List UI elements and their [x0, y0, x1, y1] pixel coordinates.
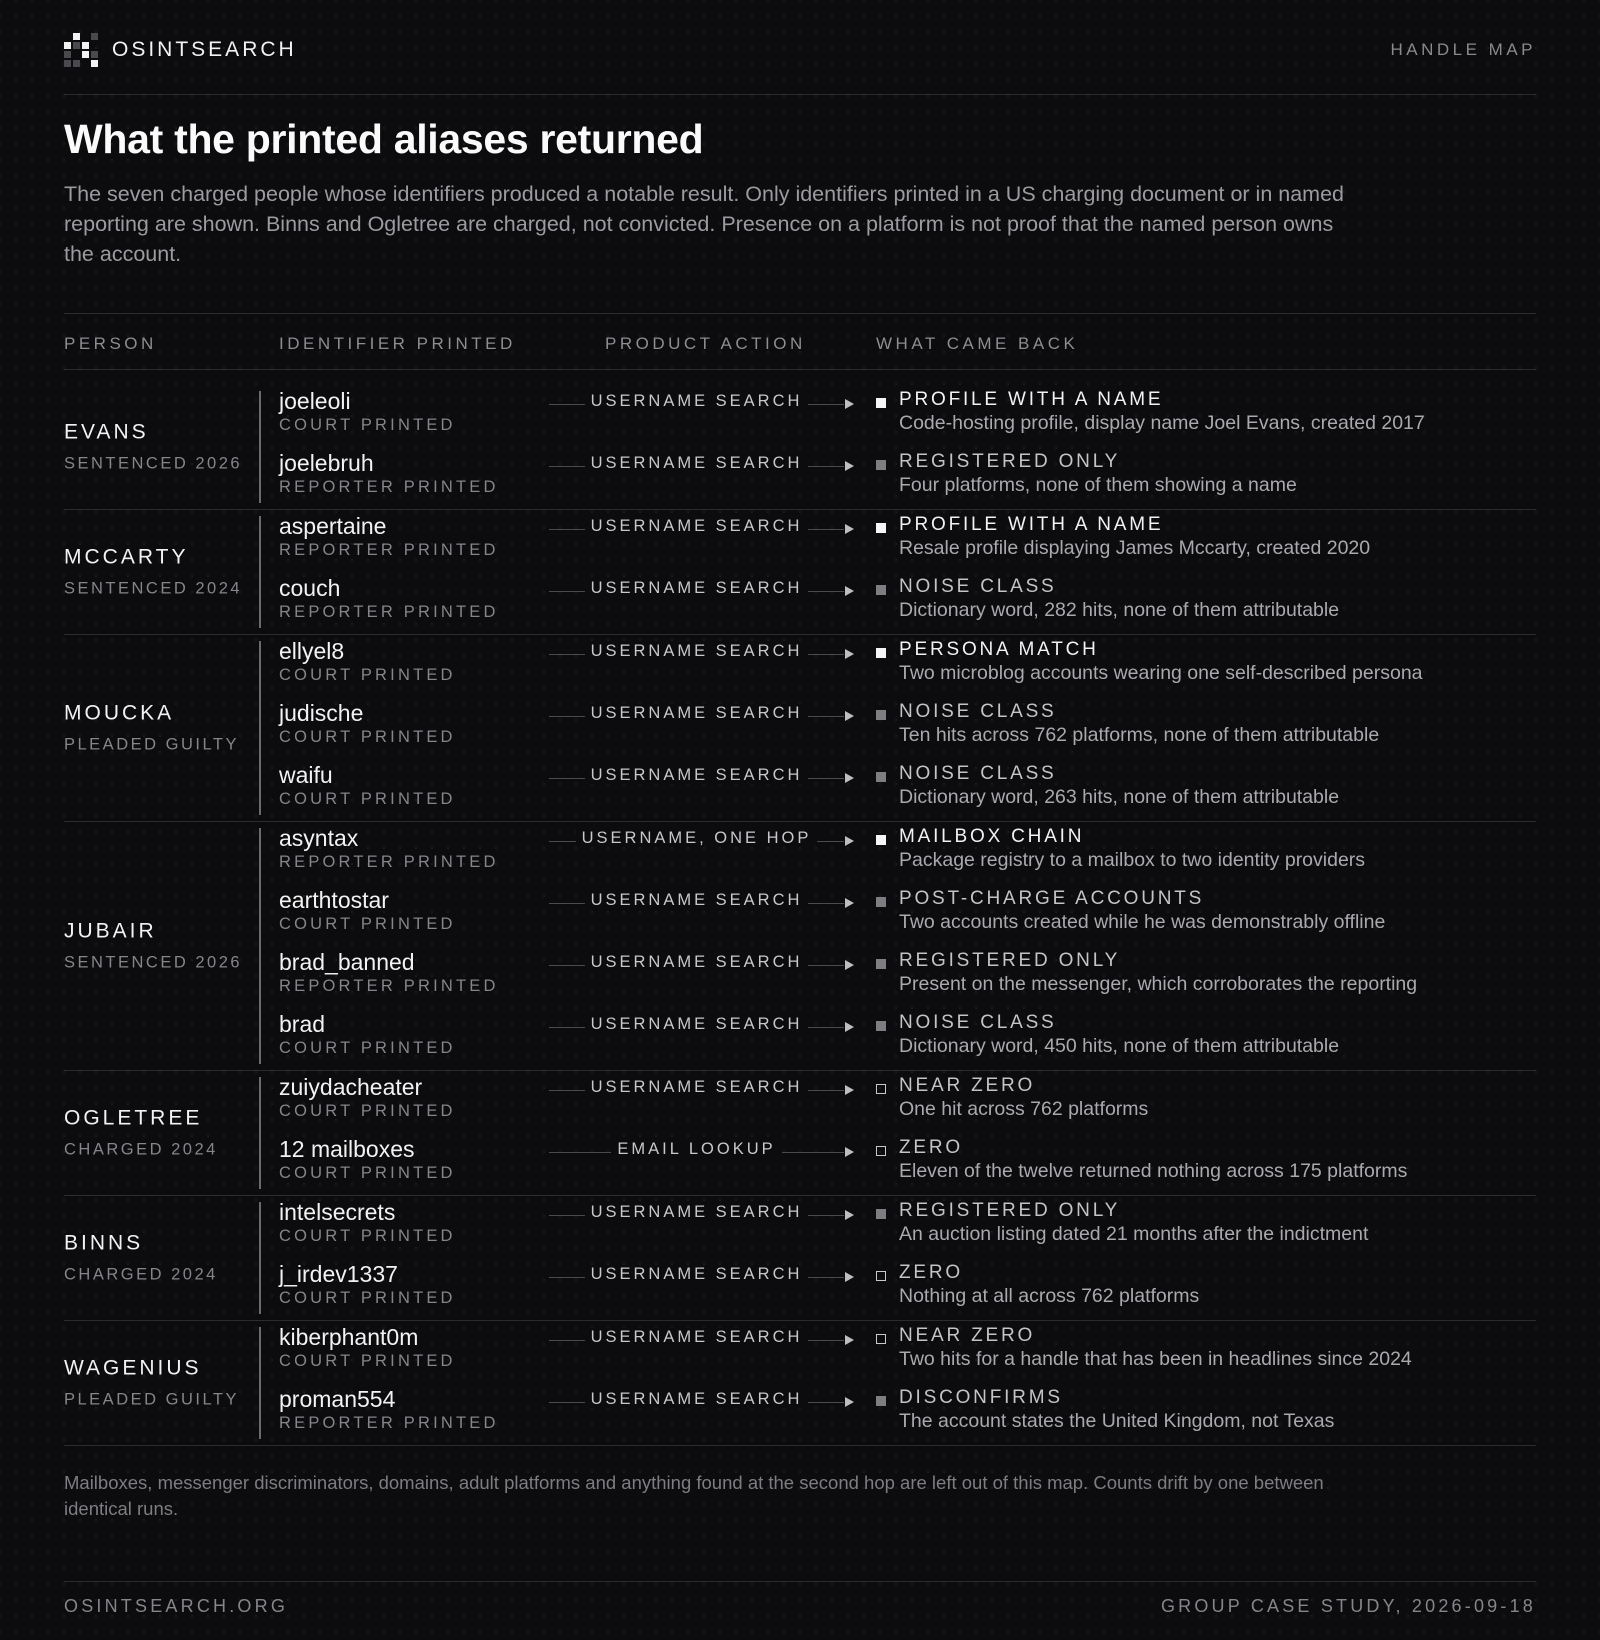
- arrow-right-icon: [845, 461, 854, 471]
- action-connector: [549, 1078, 854, 1099]
- identifier-cell: [279, 574, 499, 622]
- identifier-handle[interactable]: intelsecrets: [279, 1199, 396, 1225]
- result-description: Two microblog accounts wearing one self-described persona: [899, 662, 1423, 684]
- action-connector: [549, 392, 854, 413]
- result-class: ZERO: [899, 1262, 963, 1283]
- identifier-handle[interactable]: 12 mailboxes: [279, 1136, 415, 1162]
- result-cell: [899, 888, 1385, 934]
- person-status: CHARGED 2024: [64, 1265, 218, 1284]
- action-label-wrap: [549, 766, 844, 785]
- arrow-right-icon: [845, 1272, 854, 1282]
- arrow-right-icon: [845, 1147, 854, 1157]
- identifier-handle[interactable]: zuiydacheater: [279, 1074, 423, 1100]
- table-header: [64, 316, 1536, 370]
- action-connector: [549, 454, 854, 475]
- action-label-wrap: [549, 1203, 844, 1222]
- table-row[interactable]: [64, 759, 1536, 821]
- result-class: ZERO: [899, 1137, 963, 1158]
- person-name: MCCARTY: [64, 545, 189, 569]
- identifier-handle[interactable]: kiberphant0m: [279, 1324, 419, 1350]
- action-connector: [549, 829, 854, 850]
- arrow-right-icon: [845, 1397, 854, 1407]
- result-class: NEAR ZERO: [899, 1325, 1036, 1346]
- footer-site-link[interactable]: OSINTSEARCH.ORG: [64, 1596, 289, 1616]
- action-label-wrap: [549, 1015, 844, 1034]
- action-label: USERNAME SEARCH: [585, 1390, 809, 1408]
- result-description: Eleven of the twelve returned nothing across 175 platforms: [899, 1160, 1408, 1182]
- arrow-right-icon: [845, 586, 854, 596]
- arrow-right-icon: [845, 898, 854, 908]
- action-connector: [549, 1140, 854, 1161]
- action-label-wrap: [549, 704, 844, 723]
- grey-square-icon: [876, 460, 886, 470]
- person-status: PLEADED GUILTY: [64, 1390, 239, 1409]
- result-cell: [899, 1200, 1368, 1246]
- table-row[interactable]: [64, 1071, 1536, 1133]
- action-label-wrap: [549, 1328, 844, 1347]
- identifier-source: COURT PRINTED: [279, 790, 456, 808]
- action-label: USERNAME, ONE HOP: [576, 829, 818, 847]
- footer-study-label: GROUP CASE STUDY, 2026-09-18: [1160, 1596, 1536, 1616]
- result-cell: [899, 576, 1339, 622]
- header-divider: [64, 94, 1536, 95]
- identifier-source: COURT PRINTED: [279, 1164, 456, 1182]
- action-label: USERNAME SEARCH: [585, 579, 809, 597]
- identifier-source: REPORTER PRINTED: [279, 1414, 499, 1432]
- action-label-wrap: [549, 454, 844, 473]
- result-cell: [899, 826, 1365, 872]
- table-row[interactable]: [64, 510, 1536, 572]
- result-class: NOISE CLASS: [899, 1012, 1057, 1033]
- person-status: PLEADED GUILTY: [64, 735, 239, 754]
- table-row[interactable]: [64, 697, 1536, 759]
- result-description: One hit across 762 platforms: [899, 1098, 1149, 1120]
- handle-table: [64, 385, 1536, 1446]
- person-status: SENTENCED 2026: [64, 953, 243, 972]
- table-row[interactable]: [64, 1008, 1536, 1070]
- person-group: [64, 1071, 1536, 1196]
- person-status: SENTENCED 2026: [64, 454, 243, 473]
- arrow-right-icon: [845, 1022, 854, 1032]
- section-label: HANDLE MAP: [1390, 40, 1536, 59]
- identifier-source: COURT PRINTED: [279, 728, 456, 746]
- footnote: Mailboxes, messenger discriminators, domains, adult platforms and anything found at the second hop are left out of this map. Counts drift by one between identical runs.: [64, 1472, 1324, 1519]
- identifier-handle[interactable]: asyntax: [279, 825, 359, 851]
- action-label: USERNAME SEARCH: [585, 953, 809, 971]
- action-label: USERNAME SEARCH: [585, 891, 809, 909]
- identifier-source: REPORTER PRINTED: [279, 853, 499, 871]
- identifier-handle[interactable]: brad_banned: [279, 949, 415, 975]
- action-label-wrap: [549, 517, 844, 536]
- person-name: EVANS: [64, 420, 149, 444]
- action-connector: [549, 517, 854, 538]
- grey-square-icon: [876, 772, 886, 782]
- identifier-cell: [279, 1135, 456, 1183]
- action-connector: [549, 642, 854, 663]
- arrow-right-icon: [845, 836, 854, 846]
- action-label: EMAIL LOOKUP: [611, 1140, 781, 1158]
- result-cell: [899, 1325, 1412, 1371]
- result-class: PROFILE WITH A NAME: [899, 389, 1164, 410]
- result-description: Code-hosting profile, display name Joel Evans, created 2017: [899, 412, 1425, 434]
- brand-name: OSINTSEARCH: [112, 38, 297, 61]
- result-class: POST-CHARGE ACCOUNTS: [899, 888, 1205, 909]
- arrow-right-icon: [845, 773, 854, 783]
- result-cell: [899, 514, 1370, 560]
- osintsearch-logo-icon: [64, 33, 98, 67]
- column-header-action: PRODUCT ACTION: [605, 334, 806, 353]
- action-label: USERNAME SEARCH: [585, 454, 809, 472]
- action-connector: [549, 1015, 854, 1036]
- table-row[interactable]: [64, 572, 1536, 634]
- person-group: [64, 510, 1536, 635]
- action-label: USERNAME SEARCH: [585, 642, 809, 660]
- identifier-cell: [279, 449, 499, 497]
- top-bar: [64, 28, 1536, 72]
- action-connector: [549, 953, 854, 974]
- hollow-square-icon: [876, 1146, 886, 1156]
- identifier-source: REPORTER PRINTED: [279, 478, 499, 496]
- grey-square-icon: [876, 897, 886, 907]
- page: [64, 0, 1536, 1640]
- arrow-right-icon: [845, 524, 854, 534]
- column-header-person: PERSON: [64, 334, 157, 353]
- result-description: Dictionary word, 450 hits, none of them attributable: [899, 1035, 1340, 1057]
- identifier-handle[interactable]: couch: [279, 575, 341, 601]
- identifier-handle[interactable]: joelebruh: [279, 450, 374, 476]
- identifier-source: REPORTER PRINTED: [279, 603, 499, 621]
- arrow-right-icon: [845, 649, 854, 659]
- result-description: The account states the United Kingdom, not Texas: [899, 1410, 1335, 1432]
- person-group: [64, 385, 1536, 510]
- result-description: Dictionary word, 263 hits, none of them attributable: [899, 786, 1340, 808]
- action-connector: [549, 1203, 854, 1224]
- identifier-source: COURT PRINTED: [279, 1039, 456, 1057]
- identifier-cell: [279, 1198, 456, 1246]
- table-header-divider: [64, 369, 1536, 370]
- action-label: USERNAME SEARCH: [585, 766, 809, 784]
- solid-square-icon: [876, 398, 886, 408]
- result-description: Ten hits across 762 platforms, none of them attributable: [899, 724, 1380, 746]
- table-row[interactable]: [64, 447, 1536, 509]
- result-class: NEAR ZERO: [899, 1075, 1036, 1096]
- result-class: PROFILE WITH A NAME: [899, 514, 1164, 535]
- result-class: NOISE CLASS: [899, 576, 1057, 597]
- result-class: NOISE CLASS: [899, 763, 1057, 784]
- result-description: Dictionary word, 282 hits, none of them attributable: [899, 599, 1340, 621]
- table-row[interactable]: [64, 1196, 1536, 1258]
- action-label-wrap: [549, 392, 844, 411]
- identifier-cell: [279, 1385, 499, 1433]
- result-description: Present on the messenger, which corroborates the reporting: [899, 973, 1418, 995]
- result-class: REGISTERED ONLY: [899, 451, 1121, 472]
- person-group: [64, 1321, 1536, 1446]
- identifier-cell: [279, 1323, 456, 1371]
- column-header-result: WHAT CAME BACK: [876, 334, 1079, 353]
- identifier-cell: [279, 387, 456, 435]
- action-label: USERNAME SEARCH: [585, 1015, 809, 1033]
- person-group: [64, 1196, 1536, 1321]
- result-cell: [899, 1012, 1339, 1058]
- table-row[interactable]: [64, 385, 1536, 447]
- action-label-wrap: [549, 579, 844, 598]
- arrow-right-icon: [845, 1210, 854, 1220]
- identifier-source: COURT PRINTED: [279, 666, 456, 684]
- arrow-right-icon: [845, 1335, 854, 1345]
- identifier-cell: [279, 512, 499, 560]
- result-class: PERSONA MATCH: [899, 639, 1099, 660]
- identifier-cell: [279, 824, 499, 872]
- grey-square-icon: [876, 1021, 886, 1031]
- table-row[interactable]: [64, 1383, 1536, 1445]
- result-class: REGISTERED ONLY: [899, 950, 1121, 971]
- identifier-source: REPORTER PRINTED: [279, 977, 499, 995]
- hollow-square-icon: [876, 1084, 886, 1094]
- arrow-right-icon: [845, 399, 854, 409]
- action-label-wrap: [549, 642, 844, 661]
- action-connector: [549, 1328, 854, 1349]
- result-cell: [899, 1387, 1334, 1433]
- action-label-wrap: [549, 1140, 844, 1159]
- identifier-handle[interactable]: aspertaine: [279, 513, 387, 539]
- table-row[interactable]: [64, 1321, 1536, 1383]
- result-class: NOISE CLASS: [899, 701, 1057, 722]
- solid-square-icon: [876, 523, 886, 533]
- table-top-divider: [64, 313, 1536, 314]
- identifier-handle[interactable]: joeleoli: [279, 388, 351, 414]
- identifier-source: COURT PRINTED: [279, 416, 456, 434]
- solid-square-icon: [876, 835, 886, 845]
- identifier-cell: [279, 1010, 456, 1058]
- action-label-wrap: [549, 829, 844, 848]
- action-label-wrap: [549, 953, 844, 972]
- action-connector: [549, 766, 854, 787]
- brand[interactable]: [64, 33, 297, 67]
- identifier-cell: [279, 1073, 456, 1121]
- identifier-handle[interactable]: judische: [279, 700, 364, 726]
- grey-square-icon: [876, 1209, 886, 1219]
- result-class: DISCONFIRMS: [899, 1387, 1063, 1408]
- table-row[interactable]: [64, 635, 1536, 697]
- table-row[interactable]: [64, 884, 1536, 946]
- action-connector: [549, 704, 854, 725]
- identifier-handle[interactable]: brad: [279, 1011, 326, 1037]
- identifier-cell: [279, 637, 456, 685]
- identifier-source: COURT PRINTED: [279, 1227, 456, 1245]
- result-class: REGISTERED ONLY: [899, 1200, 1121, 1221]
- grey-square-icon: [876, 585, 886, 595]
- table-row[interactable]: [64, 1133, 1536, 1195]
- intro-text: The seven charged people whose identifiers produced a notable result. Only identifiers printed in a US charging document or in named reporting are shown. Binns and Ogletree are charged, not convicted. Presence on a platform is not proof that the named person owns the account.: [64, 182, 1345, 266]
- solid-square-icon: [876, 648, 886, 658]
- identifier-cell: [279, 948, 499, 996]
- action-label-wrap: [549, 1078, 844, 1097]
- column-header-identifier: IDENTIFIER PRINTED: [279, 334, 516, 353]
- identifier-source: COURT PRINTED: [279, 1102, 456, 1120]
- action-label-wrap: [549, 891, 844, 910]
- result-cell: [899, 389, 1425, 435]
- result-description: Four platforms, none of them showing a name: [899, 474, 1297, 496]
- action-label: USERNAME SEARCH: [585, 1078, 809, 1096]
- action-label: USERNAME SEARCH: [585, 704, 809, 722]
- action-connector: [549, 579, 854, 600]
- person-name: JUBAIR: [64, 919, 157, 943]
- identifier-source: REPORTER PRINTED: [279, 541, 499, 559]
- result-class: MAILBOX CHAIN: [899, 826, 1085, 847]
- result-description: Two hits for a handle that has been in headlines since 2024: [899, 1348, 1412, 1370]
- person-group: [64, 635, 1536, 822]
- identifier-handle[interactable]: waifu: [279, 762, 333, 788]
- person-name: MOUCKA: [64, 701, 175, 725]
- result-description: Package registry to a mailbox to two identity providers: [899, 849, 1366, 871]
- action-label: USERNAME SEARCH: [585, 392, 809, 410]
- result-cell: [899, 763, 1339, 809]
- identifier-cell: [279, 886, 456, 934]
- person-name: WAGENIUS: [64, 1356, 202, 1380]
- hollow-square-icon: [876, 1271, 886, 1281]
- action-label-wrap: [549, 1390, 844, 1409]
- action-connector: [549, 1390, 854, 1411]
- person-status: SENTENCED 2024: [64, 579, 243, 598]
- identifier-handle[interactable]: earthtostar: [279, 887, 389, 913]
- action-label-wrap: [549, 1265, 844, 1284]
- result-cell: [899, 1262, 1199, 1308]
- result-cell: [899, 701, 1379, 747]
- person-status: CHARGED 2024: [64, 1140, 218, 1159]
- identifier-cell: [279, 761, 456, 809]
- person-group: [64, 822, 1536, 1071]
- result-description: Resale profile displaying James Mccarty, created 2020: [899, 537, 1371, 559]
- table-row[interactable]: [64, 946, 1536, 1008]
- identifier-source: COURT PRINTED: [279, 915, 456, 933]
- result-description: Nothing at all across 762 platforms: [899, 1285, 1200, 1307]
- arrow-right-icon: [845, 1085, 854, 1095]
- hollow-square-icon: [876, 1334, 886, 1344]
- person-name: OGLETREE: [64, 1106, 203, 1130]
- identifier-cell: [279, 1260, 456, 1308]
- person-name: BINNS: [64, 1231, 144, 1255]
- arrow-right-icon: [845, 960, 854, 970]
- table-row[interactable]: [64, 1258, 1536, 1320]
- action-label: USERNAME SEARCH: [585, 1203, 809, 1221]
- action-connector: [549, 891, 854, 912]
- result-description: Two accounts created while he was demonstrably offline: [899, 911, 1386, 933]
- result-cell: [899, 639, 1423, 685]
- identifier-handle[interactable]: j_irdev1337: [279, 1261, 398, 1287]
- arrow-right-icon: [845, 711, 854, 721]
- table-row[interactable]: [64, 822, 1536, 884]
- action-label: USERNAME SEARCH: [585, 1265, 809, 1283]
- action-connector: [549, 1265, 854, 1286]
- identifier-source: COURT PRINTED: [279, 1352, 456, 1370]
- result-description: An auction listing dated 21 months after the indictment: [899, 1223, 1369, 1245]
- result-cell: [899, 1075, 1148, 1121]
- footer: [64, 1596, 1536, 1617]
- action-label: USERNAME SEARCH: [585, 1328, 809, 1346]
- identifier-handle[interactable]: ellyel8: [279, 638, 345, 664]
- identifier-handle[interactable]: proman554: [279, 1386, 396, 1412]
- grey-square-icon: [876, 710, 886, 720]
- result-cell: [899, 1137, 1407, 1183]
- page-title: What the printed aliases returned: [64, 116, 704, 162]
- identifier-cell: [279, 699, 456, 747]
- result-cell: [899, 451, 1297, 497]
- action-label: USERNAME SEARCH: [585, 517, 809, 535]
- identifier-source: COURT PRINTED: [279, 1289, 456, 1307]
- result-cell: [899, 950, 1417, 996]
- grey-square-icon: [876, 959, 886, 969]
- footer-divider: [64, 1581, 1536, 1582]
- grey-square-icon: [876, 1396, 886, 1406]
